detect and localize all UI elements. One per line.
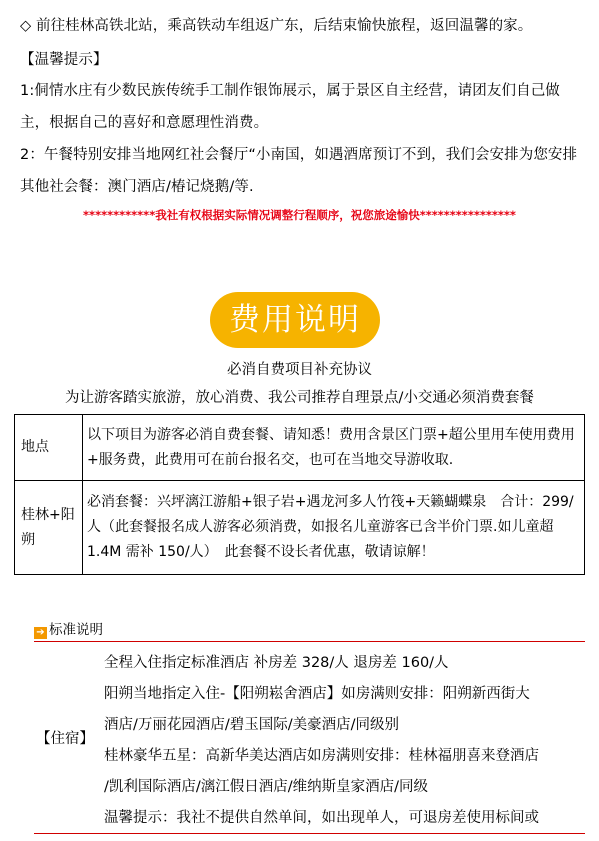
stay-label: 【住宿】	[36, 731, 94, 747]
table-row	[15, 415, 585, 481]
bottom-divider	[34, 833, 585, 834]
diamond-bullet-icon: ◇	[20, 18, 32, 34]
table-row	[15, 481, 585, 575]
tip-silver-workshop: 1:侗情水庄有少数民族传统手工制作银饰展示，属于景区自主经营，请团友们自己做主，根据自己的喜好和意愿理性消费。	[20, 83, 560, 131]
stay-line: 阳朔当地指定入住-【阳朔崧舍酒店】如房满则安排：阳朔新西街大	[104, 686, 530, 702]
fee-table	[14, 414, 585, 575]
tip-lunch: 2：午餐特别安排当地网红社会餐厅“小南国，如遇酒席预订不到，我们会安排为您安排其他社会餐：澳门酒店/椿记烧鹅/等.	[20, 147, 578, 195]
fee-subtitle: 必消自费项目补充协议	[227, 362, 372, 378]
standards-divider	[34, 641, 585, 642]
standards-title: 标准说明	[49, 622, 103, 638]
return-trip-text: 前往桂林高铁北站，乘高铁动车组返广东，后结束愉快旅程，返回温馨的家。	[35, 18, 533, 34]
stay-line: /凯利国际酒店/漓江假日酒店/维纳斯皇家酒店/同级	[104, 779, 429, 795]
stay-line: 温馨提示：我社不提供自然单间，如出现单人，可退房差使用标间或	[104, 810, 539, 826]
stay-line: 全程入住指定标准酒店 补房差 328/人 退房差 160/人	[104, 655, 449, 671]
fee-value-guilin: 必消套餐：兴坪漓江游船+银子岩+遇龙河多人竹筏+天籁蝴蝶泉 合计：299/人（此套餐报名成人游客必须消费，如报名儿童游客已含半价门票.如儿童超 1.4M 需补 150/人） 此套餐不设长者优惠，敬请谅解！	[83, 481, 585, 575]
fee-key-location: 地点	[15, 415, 83, 481]
fee-key-guilin: 桂林+阳朔	[15, 481, 83, 575]
arrow-right-icon: ➔	[34, 627, 47, 639]
stay-line: 酒店/万丽花园酒店/碧玉国际/美豪酒店/同级别	[104, 717, 400, 733]
standards-header	[34, 618, 103, 639]
itinerary-adjust-notice: ************我社有权根据实际情况调整行程顺序，祝您旅途愉快****************	[83, 208, 516, 222]
fee-description: 为让游客踏实旅游，放心消费、我公司推荐自理景点/小交通必须消费套餐	[65, 390, 534, 406]
fee-section-badge: 费用说明	[210, 292, 380, 348]
tips-title: 【温馨提示】	[20, 52, 108, 68]
intro-line	[20, 14, 532, 35]
fee-value-location: 以下项目为游客必消自费套餐、请知悉！费用含景区门票+超公里用车使用费用+服务费，此费用可在前台报名交，也可在当地交导游收取.	[83, 415, 585, 481]
stay-line: 桂林豪华五星：高新华美达酒店如房满则安排：桂林福朋喜来登酒店	[104, 748, 539, 764]
